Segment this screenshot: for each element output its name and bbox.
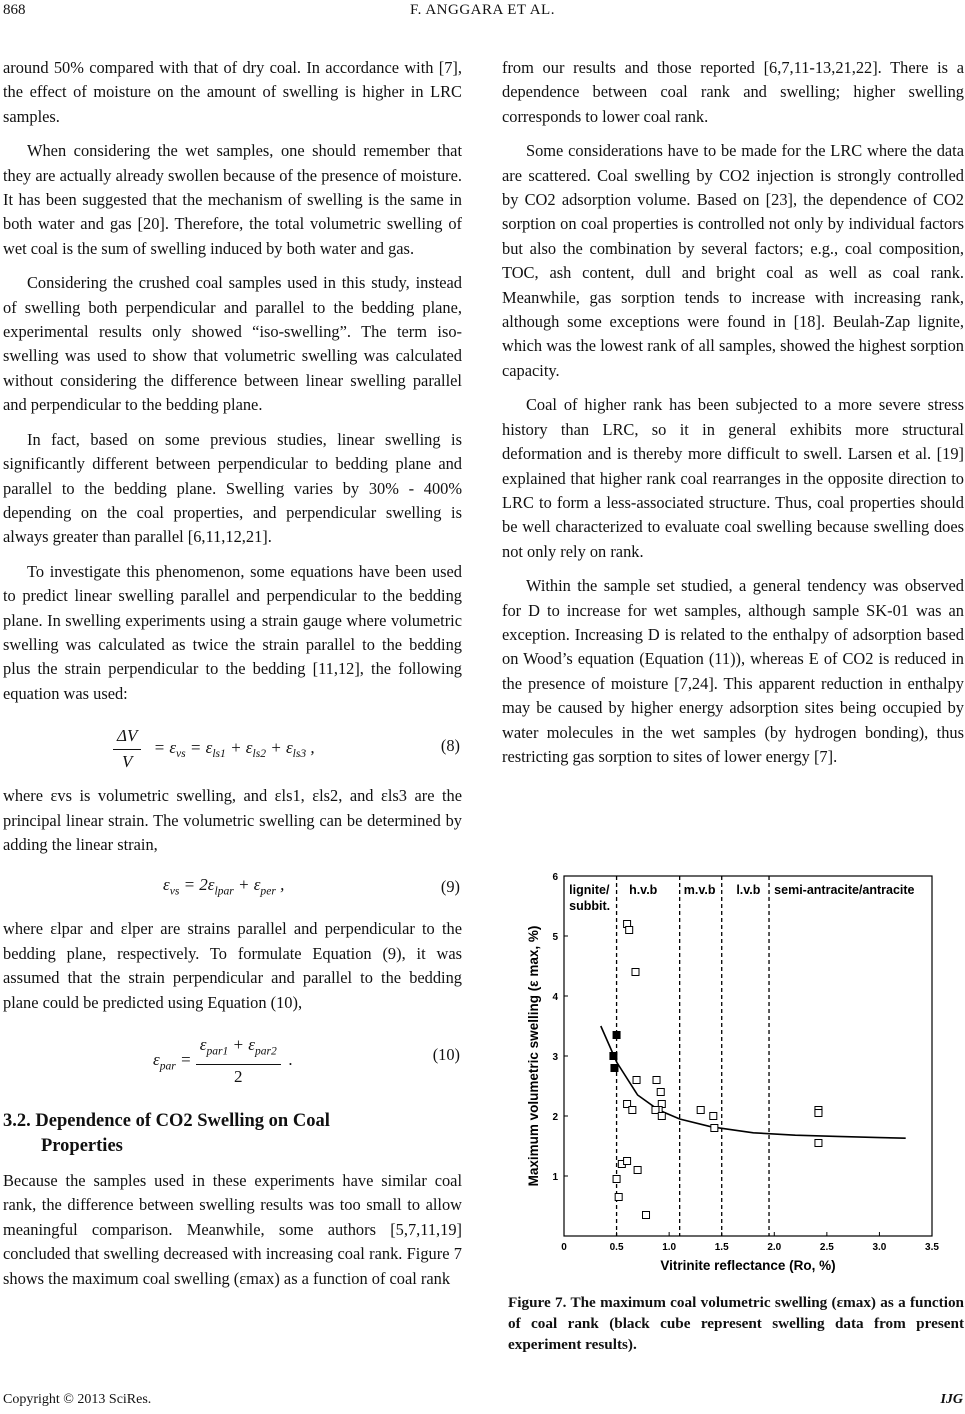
data-point-literature (711, 1125, 718, 1132)
rank-label: l.v.b (736, 883, 761, 897)
y-tick-label: 2 (552, 1112, 558, 1123)
paragraph: Considering the crushed coal samples used in this study, instead of swelling both perpendicular and parallel to the bedding plane, experimental results only showed “iso-swelling”. The term iso-swelling was used to show that volumetric swelling was calculated without considering the difference between linear swelling parallel and perpendicular to the bedding plane. (3, 273, 462, 415)
data-point-literature (629, 1107, 636, 1114)
paragraph: Because the samples used in these experiments have similar coal rank, the difference between swelling results was too small to allow meaningful comparison. Meanwhile, some authors [5,7,11,19] concluded that swelling decreased with increasing coal rank. Figure 7 shows the maximum coal swelling (εmax) as a function of coal rank (3, 1171, 462, 1288)
running-title: F. ANGGARA ET AL. (410, 2, 555, 18)
data-point-literature (815, 1110, 822, 1117)
data-point-present-study (613, 1032, 620, 1039)
rank-label: lignite/ (569, 883, 610, 897)
data-point-literature (657, 1089, 664, 1096)
figure-7-chart (520, 872, 962, 1282)
paragraph: To investigate this phenomenon, some equations have been used to predict linear swelling parallel and perpendicular to the bedding plane. In swelling experiments using a strain gauge where volumetric swelling was calculated as twice the strain parallel to the bedding plus the strain perpendicular to the bedding [11,12], the following equation was used: (3, 561, 462, 703)
data-point-literature (643, 1212, 650, 1219)
data-point-present-study (611, 1065, 618, 1072)
paragraph: In fact, based on some previous studies, linear swelling is significantly different between perpendicular to bedding plane and parallel to the bedding plane. Swelling varies by 30% - 400% depending on the coal properties, and perpendicular swelling is always greater than parallel [6,11,12,21]. (3, 429, 462, 547)
paragraph: When considering the wet samples, one should remember that they are actually already swollen because of the presence of moisture. It has been suggested that the mechanism of swelling is the same in both water and gas [20]. Therefore, the total volumetric swelling of wet coal is the sum of swelling induced by both water and gas. (3, 141, 462, 258)
equation-9 (3, 867, 462, 909)
x-tick-label: 0 (561, 1242, 567, 1253)
data-point-literature (697, 1107, 704, 1114)
page-number: 868 (3, 2, 26, 18)
paragraph: Some considerations have to be made for the LRC where the data are scattered. Coal swelling by CO2 injection is strongly controlled by CO2 adsorption volume. Based on [23], the dependence of CO2 sorption on coal properties is controlled not only by individual factors but also the combination by several factors; e.g., coal composition, TOC, ash content, dull and bright coal as well as coal rank. Meanwhile, gas sorption tends to increase with increasing rank, although some exceptions were found in [18]. Beulah-Zap lignite, which was the lowest rank of all samples, showed the highest sorption capacity. (502, 141, 964, 380)
left-column (3, 56, 462, 1301)
data-point-literature (658, 1113, 665, 1120)
equation-8-body: $\frac{\Delta V}{V}$ = $\varepsilon_{vs} = \varepsilon_{ls1} + \varepsilon_{ls2} + \varepsilon_{ls3}$ , (113, 724, 315, 774)
section-heading: 3.2. Dependence of CO2 Swelling on Coal Properties (3, 1111, 330, 1156)
figure-caption: Figure 7. The maximum coal volumetric swelling (εmax) as a function of coal rank (black cube represent swelling data from present experiment results). (508, 1294, 964, 1353)
fit-curve (601, 1026, 906, 1138)
paragraph: around 50% compared with that of dry coal. In accordance with [7], the effect of moisture on the amount of swelling is higher in LRC samples. (3, 58, 462, 126)
paragraph: from our results and those reported [6,7,11-13,21,22]. There is a dependence between coal rank and swelling; higher swelling corresponds to lower coal rank. (502, 58, 964, 126)
y-tick-label: 4 (552, 992, 558, 1003)
y-tick-label: 3 (552, 1052, 558, 1063)
data-point-literature (710, 1113, 717, 1120)
x-tick-label: 1.5 (714, 1242, 729, 1253)
data-point-literature (634, 1167, 641, 1174)
paragraph: Coal of higher rank has been subjected to a more severe stress history than LRC, so it in general exhibits more structural deformation and is thereby more difficult to swell. Larsen et al. [19] explained that higher rank coal rearranges in the opposite direction to LRC to form a less-associated structure. Thus, coal properties should be well characterized to evaluate coal swelling because swelling does not only rely on rank. (502, 395, 964, 561)
equation-number: (9) (440, 877, 460, 897)
y-axis-label: Maximum volumetric swelling (ε max, %) (526, 925, 541, 1187)
rank-label: h.v.b (629, 883, 658, 897)
paragraph: Within the sample set studied, a general tendency was observed for D to increase for wet samples, although sample SK-01 was an exception. Increasing D is related to the enthalpy of adsorption based on Wood’s equation (Equation (11)), whereas E of CO2 is reduced in the presence of moisture [7,24]. This apparent reduction in enthalpy may be caused by higher energy adsorption sites being occupied by water molecules in the wet samples (by hydrogen bonding), thus restricting gas sorption to sites of lower energy [7]. (502, 576, 964, 766)
data-point-literature (624, 1158, 631, 1165)
equation-10-body: $\varepsilon_{par}$ = $\frac{\varepsilon_{par1} + \varepsilon_{par2}}{2}$ . (153, 1035, 294, 1086)
y-tick-label: 1 (552, 1172, 558, 1183)
equation-10 (3, 1025, 462, 1085)
equation-9-body: $\varepsilon_{vs} = 2\varepsilon_{lpar} + \varepsilon_{per}$ , (163, 875, 285, 898)
chart-svg (520, 872, 962, 1282)
page-header (0, 0, 965, 40)
data-point-literature (633, 1077, 640, 1084)
data-point-literature (626, 927, 633, 934)
y-tick-label: 5 (552, 932, 558, 943)
equation-8 (3, 716, 462, 776)
data-point-literature (815, 1140, 822, 1147)
x-axis-label: Vitrinite reflectance (Ro, %) (660, 1258, 836, 1273)
y-tick-label: 6 (552, 872, 558, 883)
data-point-literature (653, 1077, 660, 1084)
data-point-literature (615, 1194, 622, 1201)
x-tick-label: 0.5 (609, 1242, 624, 1253)
data-point-literature (613, 1176, 620, 1183)
x-tick-label: 2.0 (767, 1242, 782, 1253)
page-footer (3, 1392, 963, 1408)
copyright-text: Copyright © 2013 SciRes. (3, 1392, 152, 1407)
x-tick-label: 3.0 (872, 1242, 887, 1253)
x-tick-label: 2.5 (819, 1242, 834, 1253)
right-column (502, 56, 964, 779)
equation-number: (8) (440, 736, 460, 756)
rank-label: semi-antracite/antracite (774, 883, 915, 897)
x-tick-label: 3.5 (925, 1242, 939, 1253)
rank-label: m.v.b (683, 883, 716, 897)
data-point-present-study (610, 1053, 617, 1060)
rank-label: subbit. (569, 899, 611, 913)
paragraph: where εvs is volumetric swelling, and εls1, εls2, and εls3 are the principal linear strain. The volumetric swelling can be determined by adding the linear strain, (3, 786, 462, 854)
data-point-literature (632, 969, 639, 976)
x-tick-label: 1.0 (662, 1242, 677, 1253)
journal-abbrev: IJG (940, 1392, 963, 1407)
paragraph: where εlpar and εlper are strains parallel and perpendicular to the bedding plane, respectively. To formulate Equation (9), it was assumed that the strain perpendicular and parallel to the bedding plane could be predicted using Equation (10), (3, 919, 462, 1012)
equation-number: (10) (432, 1045, 460, 1064)
